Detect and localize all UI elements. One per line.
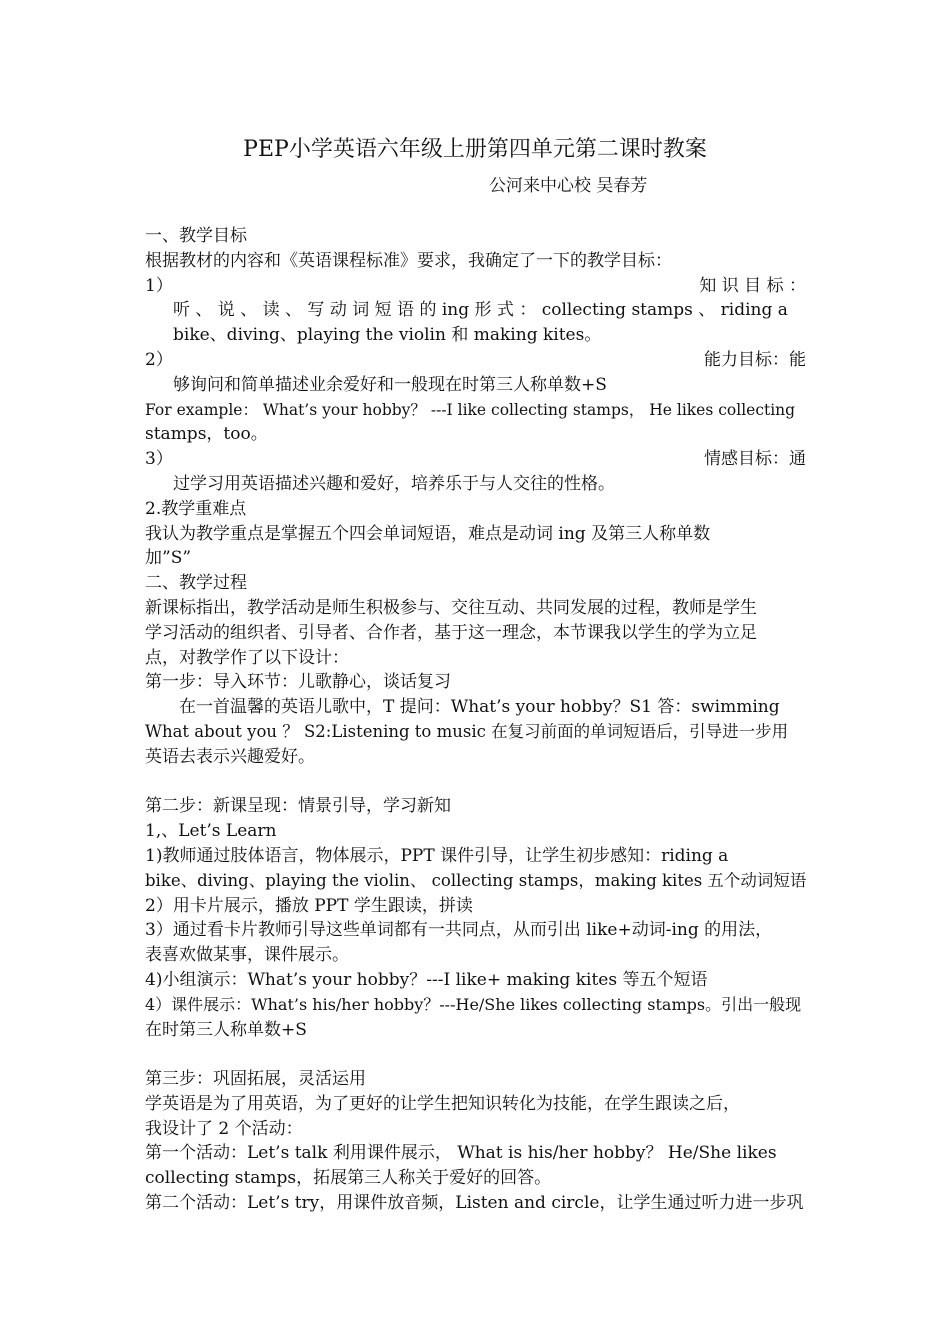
list-label: 情感目标：通 [704,449,806,470]
paragraph-line: stamps，too。 [145,424,268,445]
list-item [145,274,806,299]
paragraph-line: 表喜欢做某事，课件展示。 [145,945,349,966]
paragraph-line: bike、diving、playing the violin、 collecting stamps，making kites 五个动词短语 [145,870,807,890]
paragraph-line: 4)小组演示：What’s your hobby？---I like+ making kites 等五个短语 [145,969,708,990]
paragraph-line: For example： What’s your hobby？ ---I like collecting stamps， He likes collecting [145,400,796,419]
step-heading: 第三步：巩固拓展，灵活运用 [145,1069,366,1090]
list-label: 能力目标：能 [704,349,806,370]
paragraph-line: 学英语是为了用英语，为了更好的让学生把知识转化为技能，在学生跟读之后， [145,1093,740,1114]
section-heading: 2.教学重难点 [145,498,247,519]
paragraph-line: 够询问和简单描述业余爱好和一般现在时第三人称单数+S [173,374,607,395]
document-title: PEP小学英语六年级上册第四单元第二课时教案 [243,137,707,162]
paragraph-line: 第一个活动：Let’s talk 利用课件展示， What is his/her hobby？ He/She likes [145,1143,777,1164]
paragraph-line: 听 、 说 、 读 、 写 动 词 短 语 的 ing 形 式 ： collecting stamps 、 riding a [173,300,788,321]
paragraph-line: 在一首温馨的英语儿歌中，T 提问：What’s your hobby？S1 答：swimming [179,697,780,718]
author-line: 公河来中心校 吴春芳 [489,176,648,196]
paragraph-line: 新课标指出，教学活动是师生积极参与、交往互动、共同发展的过程，教师是学生 [145,597,757,618]
list-number: 2） [145,349,173,370]
paragraph-line: 1)教师通过肢体语言，物体展示，PPT 课件引导，让学生初步感知：riding a [145,845,729,866]
paragraph-line: 我设计了 2 个活动： [145,1118,303,1139]
paragraph-line: 2）用卡片展示，播放 PPT 学生跟读，拼读 [145,895,473,916]
list-number: 3） [145,449,173,470]
paragraph-line: 4）课件展示：What’s his/her hobby？---He/She likes collecting stamps。引出一般现 [145,994,802,1014]
document-body [145,224,806,1216]
step-heading: 第一步：导入环节：儿歌静心，谈话复习 [145,672,451,693]
paragraph-line: collecting stamps，拓展第三人称关于爱好的回答。 [145,1168,552,1189]
paragraph-line: 加”S” [145,548,192,569]
paragraph-line: 根据教材的内容和《英语课程标准》要求，我确定了一下的教学目标： [145,250,672,271]
section-heading: 一、教学目标 [145,226,247,246]
paragraph-line: What about you ？ S2:Listening to music 在复习前面的单词短语后，引导进一步用 [145,721,789,741]
paragraph-line: 学习活动的组织者、引导者、合作者，基于这一理念，本节课我以学生的学为立足 [145,622,757,643]
paragraph-line: 我认为教学重点是掌握五个四会单词短语，难点是动词 ing 及第三人称单数 [145,523,711,544]
paragraph-line: 3）通过看卡片教师引导这些单词都有一共同点，从而引出 like+动词-ing 的用法， [145,920,773,941]
list-number: 1） [145,275,173,296]
section-heading: 二、教学过程 [145,573,247,594]
blank-line [145,1042,806,1067]
list-label: 知 识 目 标 ： [699,275,806,296]
paragraph-line: 第二个活动：Let’s try，用课件放音频，Listen and circle，让学生通过听力进一步巩 [145,1193,804,1214]
list-item [145,447,806,472]
paragraph-line: 过学习用英语描述兴趣和爱好，培养乐于与人交往的性格。 [173,473,615,494]
paragraph-line: 1,、Let’s Learn [145,821,277,842]
paragraph-line: 点，对教学作了以下设计： [145,647,349,668]
list-item [145,348,806,373]
paragraph-line: 在时第三人称单数+S [145,1019,307,1040]
paragraph-line: 英语去表示兴趣爱好。 [145,746,315,767]
step-heading: 第二步：新课呈现：情景引导，学习新知 [145,796,451,817]
paragraph-line: bike、diving、playing the violin 和 making kites。 [173,325,602,346]
blank-line [145,770,806,795]
